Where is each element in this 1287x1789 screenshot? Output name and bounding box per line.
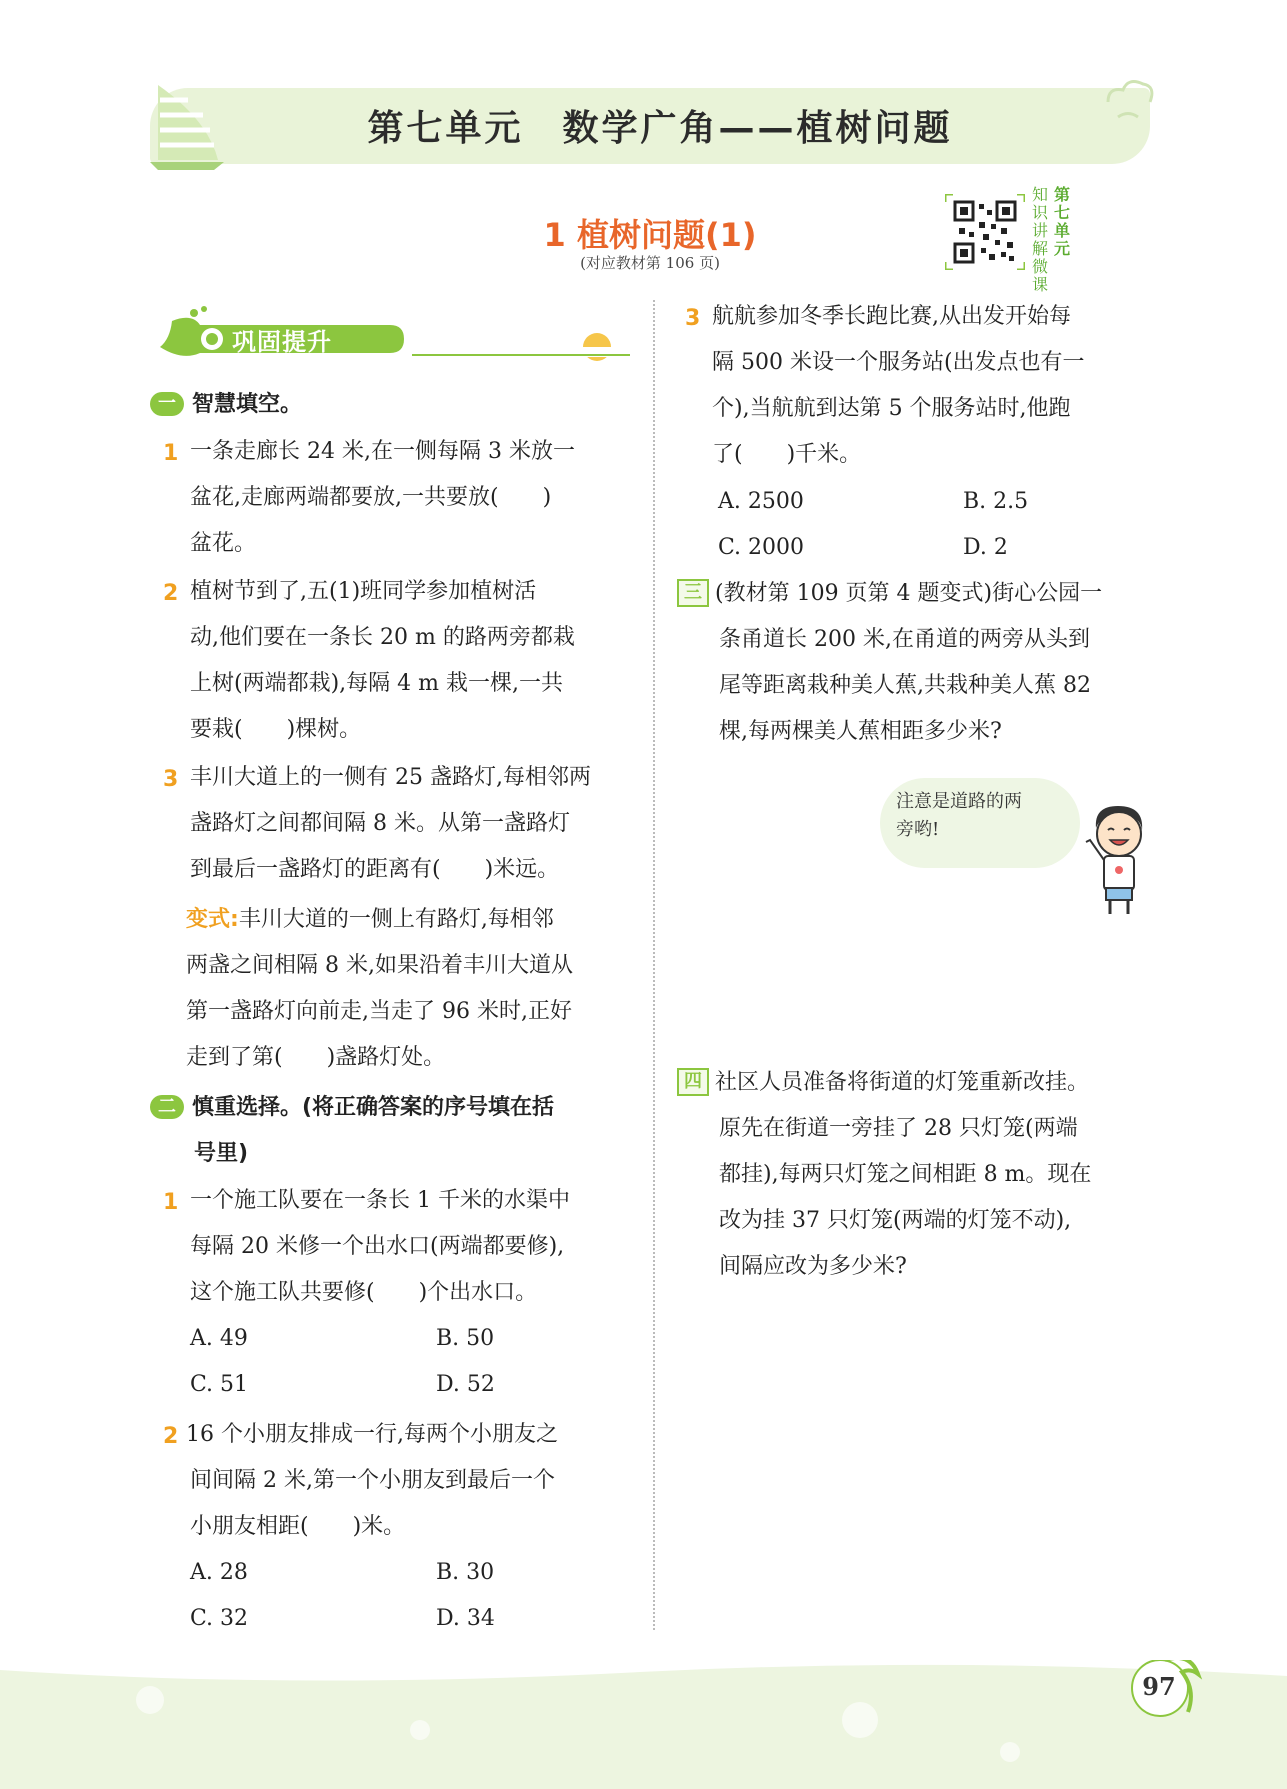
p2-q3-options (718, 479, 1028, 571)
unit-title: 第七单元 数学广角——植树问题 (367, 108, 953, 149)
part2-heading (150, 1085, 640, 1177)
text-line: 都挂),每两只灯笼之间相距 8 m。现在 (719, 1162, 1092, 1187)
text-line: 航航参加冬季长跑比赛,从出发开始每 (712, 304, 1071, 329)
option-c[interactable]: C. 32 (190, 1606, 249, 1631)
cartoon-boy-icon (1082, 800, 1154, 918)
text-line: 间间隔 2 米,第一个小朋友到最后一个 (190, 1468, 555, 1493)
p2-q1-text (190, 1178, 635, 1316)
cloud-icon (1098, 72, 1158, 132)
p1-q3-text (190, 755, 635, 893)
text-line: 动,他们要在一条长 20 m 的路两旁都栽 (190, 625, 575, 650)
text-line: 小朋友相距( )米。 (190, 1514, 406, 1539)
text-line: 改为挂 37 只灯笼(两端的灯笼不动), (719, 1208, 1072, 1233)
option-row (190, 1316, 495, 1362)
option-d[interactable]: D. 52 (436, 1372, 495, 1397)
option-a[interactable]: A. 49 (190, 1326, 248, 1351)
bubble-line: 旁哟! (896, 819, 940, 840)
text-line: 第一盏路灯向前走,当走了 96 米时,正好 (186, 999, 572, 1024)
option-row (190, 1550, 495, 1596)
text-line: 棵,每两棵美人蕉相距多少米? (719, 719, 1002, 744)
text-line: 要栽( )棵树。 (190, 717, 362, 742)
text-line: 植树节到了,五(1)班同学参加植树活 (190, 579, 537, 604)
text-line: 两盏之间相隔 8 米,如果沿着丰川大道从 (186, 953, 573, 978)
text-line: 上树(两端都栽),每隔 4 m 栽一棵,一共 (190, 671, 563, 696)
p2-q2-options (190, 1550, 495, 1642)
option-b[interactable]: B. 2.5 (963, 489, 1029, 514)
part2-title-line2: 号里) (194, 1141, 249, 1166)
text-line: 走到了第( )盏路灯处。 (186, 1045, 446, 1070)
bubble-line: 注意是道路的两 (896, 791, 1022, 812)
text-line: 原先在街道一旁挂了 28 只灯笼(两端 (719, 1116, 1078, 1141)
part2-title: 慎重选择。(将正确答案的序号填在括 (192, 1095, 555, 1120)
text-line (186, 897, 638, 943)
part2-tag: 二 (150, 1095, 184, 1119)
text-line: 盆花。 (190, 531, 257, 556)
part4-tag: 四 (677, 1068, 709, 1096)
text-line: 了( )千米。 (712, 442, 862, 467)
option-row (718, 525, 1028, 571)
option-row (718, 479, 1028, 525)
variant-line: 丰川大道的一侧上有路灯,每相邻 (238, 907, 554, 932)
p2-q1-options (190, 1316, 495, 1408)
section-badge-label: 巩固提升 (232, 328, 332, 356)
text-line (677, 571, 1167, 617)
option-row (190, 1362, 495, 1408)
qr-label-2: 第七单元 (1053, 185, 1070, 258)
option-a[interactable]: A. 28 (190, 1560, 248, 1585)
p1-q2-text (190, 569, 635, 753)
part3-question (677, 571, 1167, 755)
lesson-title: 1 植树问题(1) (543, 216, 757, 254)
p1-q2-number: 2 (163, 581, 179, 606)
text-line: 间隔应改为多少米? (719, 1254, 907, 1279)
p2-q1-number: 1 (163, 1190, 179, 1215)
part4-line: 社区人员准备将街道的灯笼重新改挂。 (715, 1070, 1090, 1095)
text-line: 到最后一盏路灯的距离有( )米远。 (190, 857, 560, 882)
text-line: 16 个小朋友排成一行,每两个小朋友之 (186, 1422, 558, 1447)
text-line: 这个施工队共要修( )个出水口。 (190, 1280, 538, 1305)
p1-q1-text (190, 429, 635, 567)
text-line: 个),当航航到达第 5 个服务站时,他跑 (712, 396, 1071, 421)
column-divider (653, 300, 655, 1630)
p2-q3-number: 3 (685, 306, 701, 331)
part1-heading (150, 382, 302, 428)
sailboat-icon (148, 80, 228, 170)
p1-variant (186, 897, 638, 1081)
part1-title: 智慧填空。 (192, 392, 303, 417)
option-c[interactable]: C. 2000 (718, 535, 805, 560)
text-line: 隔 500 米设一个服务站(出发点也有一 (712, 350, 1085, 375)
speech-bubble-text (896, 788, 1076, 844)
option-d[interactable]: D. 34 (436, 1606, 495, 1631)
text-line: 一条走廊长 24 米,在一侧每隔 3 米放一 (190, 439, 575, 464)
option-c[interactable]: C. 51 (190, 1372, 249, 1397)
page-number: 97 (1142, 1672, 1176, 1701)
text-line: 丰川大道上的一侧有 25 盏路灯,每相邻两 (190, 765, 591, 790)
p2-q2-text (186, 1412, 636, 1550)
part2-title-line1 (150, 1085, 640, 1131)
variant-label: 变式: (186, 907, 239, 932)
part3-tag: 三 (677, 579, 709, 607)
part4-question (677, 1060, 1167, 1290)
part3-line: (教材第 109 页第 4 题变式)街心公园一 (715, 581, 1103, 606)
text-line: 一个施工队要在一条长 1 千米的水渠中 (190, 1188, 570, 1213)
option-b[interactable]: B. 50 (436, 1326, 495, 1351)
p2-q3-text (712, 294, 1162, 478)
qr-code-icon[interactable] (945, 194, 1025, 270)
lesson-subtitle: (对应教材第 106 页) (580, 254, 720, 272)
option-row (190, 1596, 495, 1642)
part1-tag: 一 (150, 392, 184, 416)
option-d[interactable]: D. 2 (963, 535, 1008, 560)
footer-wave (0, 1660, 1287, 1789)
option-b[interactable]: B. 30 (436, 1560, 495, 1585)
p1-q3-number: 3 (163, 767, 179, 792)
section-badge-graphic (152, 303, 632, 363)
option-a[interactable]: A. 2500 (718, 489, 804, 514)
text-line: 每隔 20 米修一个出水口(两端都要修), (190, 1234, 565, 1259)
text-line: 条甬道长 200 米,在甬道的两旁从头到 (719, 627, 1090, 652)
p1-q1-number: 1 (163, 441, 179, 466)
text-line (677, 1060, 1167, 1106)
p2-q2-number: 2 (163, 1424, 179, 1449)
qr-label-1: 知识讲解微课 (1031, 185, 1048, 294)
text-line: 盆花,走廊两端都要放,一共要放( ) (190, 485, 552, 510)
text-line: 尾等距离栽种美人蕉,共栽种美人蕉 82 (719, 673, 1091, 698)
text-line: 盏路灯之间都间隔 8 米。从第一盏路灯 (190, 811, 570, 836)
